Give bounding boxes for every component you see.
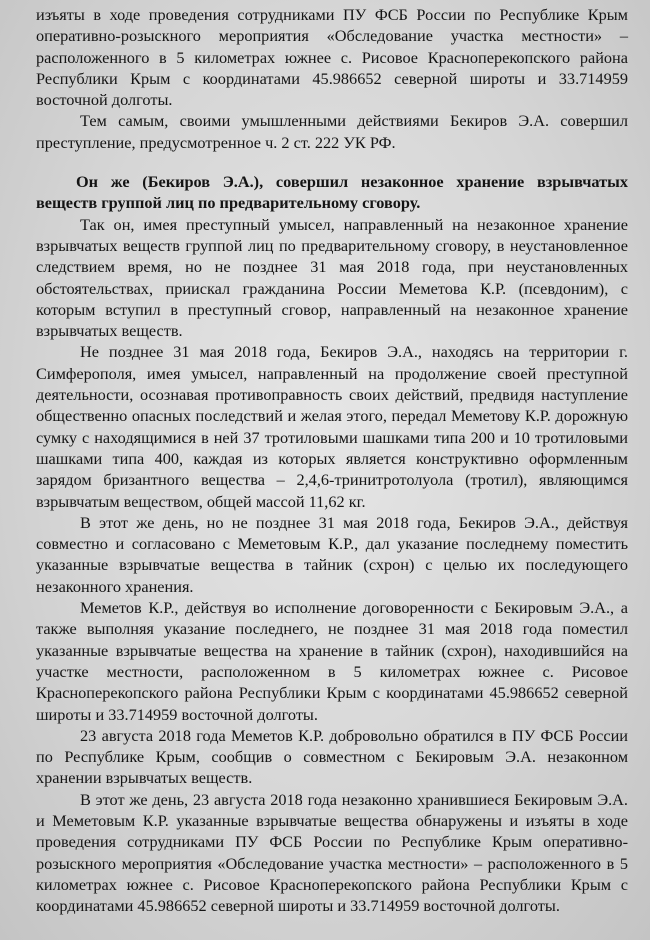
document-body	[36, 4, 628, 916]
section-heading: Он же (Бекиров Э.А.), совершил незаконное хранение взрывчатых веществ группой лиц по предварительному сговору.	[36, 172, 628, 213]
paragraph-crime-conclusion: Тем самым, своими умышленными действиями Бекиров Э.А. совершил преступление, предусмотренное ч. 2 ст. 222 УК РФ.	[36, 111, 628, 152]
paragraph-conspiracy: Так он, имея преступный умысел, направленный на незаконное хранение взрывчатых веществ группой лиц по предварительному сговору, в неустановленное следствием время, но не позднее 31 мая 2018 года, при неустановленных обстоятельствах, приискал гражданина России Меметова К.Р. (псевдоним), с которым вступил в преступный сговор, направленный на незаконное хранение взрывчатых веществ.	[36, 214, 628, 341]
paragraph-seizure-continuation: изъяты в ходе проведения сотрудниками ПУ ФСБ России по Республике Крым оперативно-розыскного мероприятия «Обследование участка местности» – расположенного в 5 километрах южнее с. Рисовое Красноперекопского района Республики Крым с координатами 45.986652 северной широты и 33.714959 восточной долготы.	[36, 5, 628, 110]
paragraph-voluntary-report: 23 августа 2018 года Меметов К.Р. добровольно обратился в ПУ ФСБ России по Республике Крым, сообщив о совместном с Бекировым Э.А. незаконном хранении взрывчатых веществ.	[36, 725, 628, 788]
paragraph-instruction: В этот же день, но не позднее 31 мая 2018 года, Бекиров Э.А., действуя совместно и согласовано с Меметовым К.Р., дал указание последнему поместить указанные взрывчатые вещества в тайник (схрон) с целью их последующего незаконного хранения.	[36, 512, 628, 596]
paragraph-transfer: Не позднее 31 мая 2018 года, Бекиров Э.А., находясь на территории г. Симферополя, имея умысел, направленный на продолжение своей преступной деятельности, осознавая противоправность своих действий, предвидя наступление общественно опасных последствий и желая этого, передал Меметову К.Р. дорожную сумку с находящимися в ней 37 тротиловыми шашками типа 200 и 10 тротиловыми шашками типа 400, каждая из которых является конструктивно оформленным зарядом бризантного вещества – 2,4,6-тринитротолуола (тротил), являющимся взрывчатым веществом, общей массой 11,62 кг.	[36, 342, 628, 511]
paragraph-seizure: В этот же день, 23 августа 2018 года незаконно хранившиеся Бекировым Э.А. и Меметовым К.Р. указанные взрывчатые вещества обнаружены и изъяты в ходе проведения сотрудниками ПУ ФСБ России по Республике Крым оперативно-розыскного мероприятия «Обследование участка местности» – расположенного в 5 километрах южнее с. Рисовое Красноперекопского района Республики Крым с координатами 45.986652 северной широты и 33.714959 восточной долготы.	[36, 789, 628, 916]
paragraph-cache: Меметов К.Р., действуя во исполнение договоренности с Бекировым Э.А., а также выполняя указание последнего, не позднее 31 мая 2018 года поместил указанные взрывчатые вещества на хранение в тайник (схрон), находившийся на участке местности, расположенном в 5 километрах южнее с. Рисовое Красноперекопского района Республики Крым с координатами 45.986652 северной широты и 33.714959 восточной долготы.	[36, 598, 628, 724]
